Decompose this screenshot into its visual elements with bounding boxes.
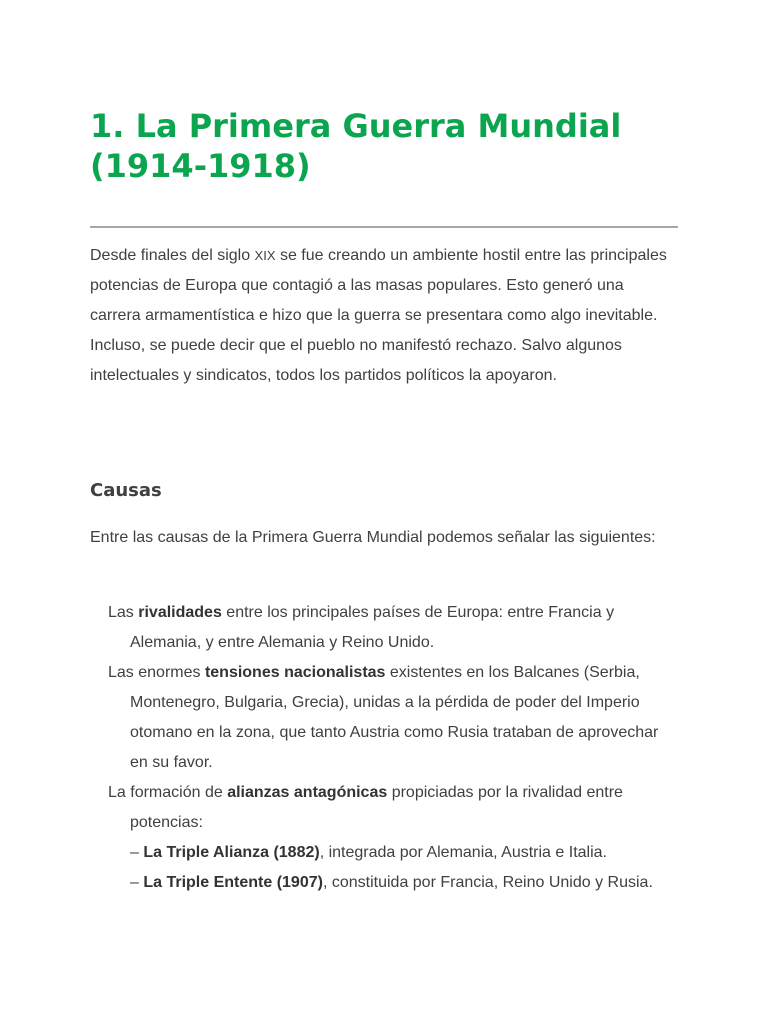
page-title: 1. La Primera Guerra Mundial (1914-1918) xyxy=(90,107,622,185)
causes-list xyxy=(108,598,678,898)
cause-item-alianzas xyxy=(108,778,678,838)
causes-lead-paragraph: Entre las causas de la Primera Guerra Mundial podemos señalar las siguientes: xyxy=(90,529,656,546)
alliance-dash: – xyxy=(130,844,144,861)
cause-item-rivalidades xyxy=(108,598,678,658)
cause-text-end: existentes en los Balcanes (Serbia, Montenegro, Bulgaria, Grecia), unidas a la pérdida de poder del Imperio otomano en la zona, que tanto Austria como Rusia trataban de aprovechar en su favor. xyxy=(130,664,659,771)
cause-item-tensiones xyxy=(108,658,678,778)
cause-text-start: Las enormes xyxy=(108,664,205,681)
alliance-members: , integrada por Alemania, Austria e Italia. xyxy=(319,844,607,861)
alliance-item-triple-alianza xyxy=(108,838,678,868)
title-divider xyxy=(90,226,678,228)
cause-text-start: La formación de xyxy=(108,784,228,801)
section-heading-causas: Causas xyxy=(90,480,162,501)
intro-text-start: Desde finales del siglo xyxy=(90,247,255,264)
alliance-list xyxy=(108,838,678,898)
cause-keyword: alianzas antagónicas xyxy=(227,784,388,801)
cause-text-end: propiciadas por la rivalidad entre potencias: xyxy=(130,784,623,831)
intro-text-end: se fue creando un ambiente hostil entre las principales potencias de Europa que contagió a las masas populares. Esto generó una carrera armamentística e hizo que la guerra se presentara como algo inevitable. Incluso, se puede decir que el pueblo no manifestó rechazo. Salvo algunos intelectuales y sindicatos, todos los partidos políticos la apoyaron. xyxy=(90,247,667,384)
alliance-item-triple-entente xyxy=(108,868,678,898)
cause-text-start: Las xyxy=(108,604,139,621)
alliance-name: La Triple Entente (1907) xyxy=(143,874,323,891)
cause-text-end: entre los principales países de Europa: entre Francia y Alemania, y entre Alemania y Reino Unido. xyxy=(130,604,615,651)
century-numeral: XIX xyxy=(254,248,276,263)
alliance-dash: – xyxy=(130,874,144,891)
cause-keyword: tensiones nacionalistas xyxy=(204,664,386,681)
alliance-name: La Triple Alianza (1882) xyxy=(143,844,320,861)
alliance-members: , constituida por Francia, Reino Unido y Rusia. xyxy=(322,874,653,891)
intro-paragraph xyxy=(90,241,678,391)
cause-keyword: rivalidades xyxy=(138,604,222,621)
